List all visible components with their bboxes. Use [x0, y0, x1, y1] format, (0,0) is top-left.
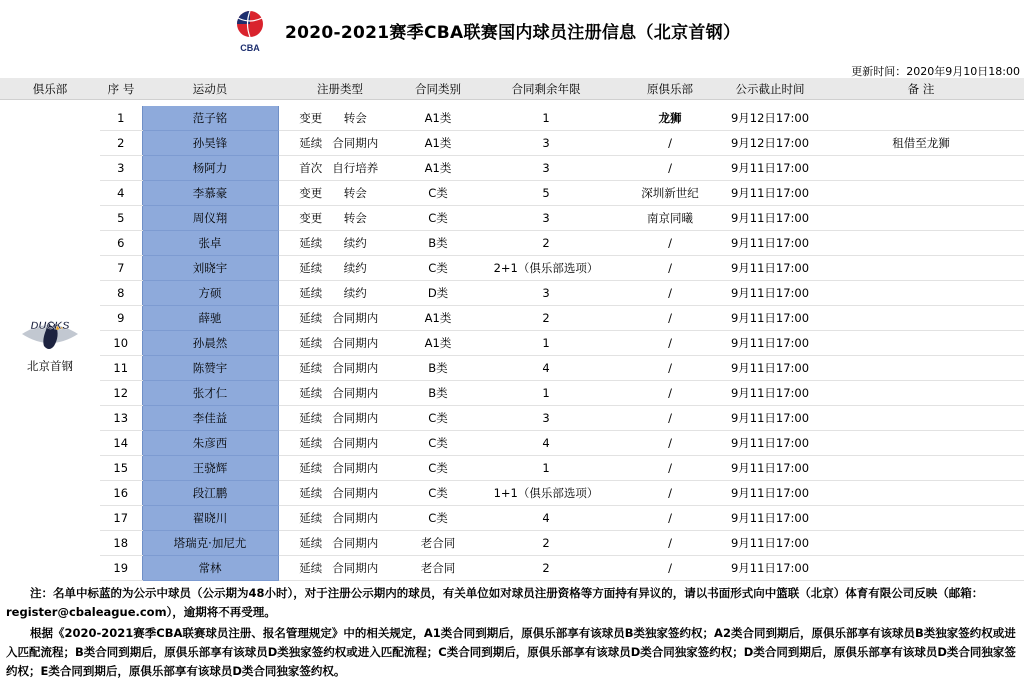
- seq-cell: 9: [100, 306, 142, 331]
- seq-cell: 16: [100, 481, 142, 506]
- reg-type-detail: 续约: [343, 286, 367, 300]
- table-row: [0, 131, 1024, 156]
- remaining-years-cell: 1: [474, 331, 618, 356]
- remarks-cell: [818, 156, 1024, 181]
- player-name-cell: 方硕: [142, 281, 278, 306]
- player-name-cell: 李慕豪: [142, 181, 278, 206]
- seq-cell: 7: [100, 256, 142, 281]
- table-row: [0, 256, 1024, 281]
- update-time: 更新时间：2020年9月10日18:00: [851, 65, 1020, 78]
- former-club-cell: /: [618, 306, 722, 331]
- former-club-cell: /: [618, 331, 722, 356]
- table-row: [0, 206, 1024, 231]
- header-club: 俱乐部: [0, 78, 100, 100]
- reg-type-main: 延续: [299, 361, 323, 375]
- deadline-cell: 9月11日17:00: [722, 306, 818, 331]
- seq-cell: 15: [100, 456, 142, 481]
- remarks-cell: [818, 231, 1024, 256]
- table-row: [0, 456, 1024, 481]
- deadline-cell: 9月11日17:00: [722, 456, 818, 481]
- player-name-cell: 段江鹏: [142, 481, 278, 506]
- reg-type-cell: [278, 231, 402, 256]
- reg-type-detail: 合同期内: [332, 136, 379, 150]
- seq-cell: 4: [100, 181, 142, 206]
- header-deadline: 公示截止时间: [722, 78, 818, 100]
- seq-cell: 13: [100, 406, 142, 431]
- deadline-cell: 9月12日17:00: [722, 106, 818, 131]
- reg-type-cell: [278, 181, 402, 206]
- remarks-cell: [818, 331, 1024, 356]
- reg-type-main: 延续: [299, 511, 323, 525]
- former-club-cell: /: [618, 406, 722, 431]
- deadline-cell: 9月11日17:00: [722, 331, 818, 356]
- contract-category-cell: A1类: [402, 156, 474, 181]
- reg-type-main: 延续: [299, 386, 323, 400]
- reg-type-cell: [278, 456, 402, 481]
- table-row: [0, 506, 1024, 531]
- former-club-cell: 南京同曦: [618, 206, 722, 231]
- remarks-cell: [818, 306, 1024, 331]
- deadline-cell: 9月11日17:00: [722, 406, 818, 431]
- remaining-years-cell: 4: [474, 356, 618, 381]
- player-name-cell: 张才仁: [142, 381, 278, 406]
- contract-category-cell: D类: [402, 281, 474, 306]
- table-row: [0, 306, 1024, 331]
- contract-category-cell: C类: [402, 431, 474, 456]
- remaining-years-cell: 1: [474, 106, 618, 131]
- remaining-years-cell: 3: [474, 281, 618, 306]
- remaining-years-cell: 2: [474, 231, 618, 256]
- reg-type-cell: [278, 556, 402, 581]
- former-club-cell: /: [618, 506, 722, 531]
- remarks-cell: [818, 256, 1024, 281]
- player-name-cell: 翟晓川: [142, 506, 278, 531]
- contract-category-cell: A1类: [402, 331, 474, 356]
- page-title: 2020-2021赛季CBA联赛国内球员注册信息（北京首钢）: [285, 23, 741, 43]
- seq-cell: 10: [100, 331, 142, 356]
- reg-type-cell: [278, 281, 402, 306]
- reg-type-cell: [278, 131, 402, 156]
- contract-category-cell: B类: [402, 356, 474, 381]
- remaining-years-cell: 5: [474, 181, 618, 206]
- contract-category-cell: C类: [402, 181, 474, 206]
- reg-type-main: 变更: [299, 111, 323, 125]
- reg-type-cell: [278, 381, 402, 406]
- cba-logo-icon: [230, 8, 270, 54]
- registration-table: [0, 78, 1024, 581]
- deadline-cell: 9月11日17:00: [722, 281, 818, 306]
- reg-type-detail: 合同期内: [332, 361, 379, 375]
- table-row: [0, 281, 1024, 306]
- contract-category-cell: C类: [402, 256, 474, 281]
- contract-category-cell: B类: [402, 381, 474, 406]
- reg-type-main: 延续: [299, 261, 323, 275]
- remarks-cell: [818, 181, 1024, 206]
- seq-cell: 19: [100, 556, 142, 581]
- reg-type-cell: [278, 431, 402, 456]
- header-former-club: 原俱乐部: [618, 78, 722, 100]
- reg-type-cell: [278, 531, 402, 556]
- player-name-cell: 薛驰: [142, 306, 278, 331]
- contract-category-cell: 老合同: [402, 556, 474, 581]
- contract-category-cell: C类: [402, 506, 474, 531]
- former-club-cell: /: [618, 481, 722, 506]
- reg-type-cell: [278, 331, 402, 356]
- remarks-cell: 租借至龙狮: [818, 131, 1024, 156]
- player-name-cell: 杨阿力: [142, 156, 278, 181]
- former-club-cell: /: [618, 231, 722, 256]
- club-cell: [0, 106, 100, 581]
- header-reg-type: 注册类型: [278, 78, 402, 100]
- remaining-years-cell: 3: [474, 406, 618, 431]
- reg-type-cell: [278, 156, 402, 181]
- player-name-cell: 周仪翔: [142, 206, 278, 231]
- deadline-cell: 9月11日17:00: [722, 481, 818, 506]
- contract-category-cell: C类: [402, 406, 474, 431]
- remaining-years-cell: 1: [474, 381, 618, 406]
- former-club-cell: /: [618, 531, 722, 556]
- remaining-years-cell: 3: [474, 206, 618, 231]
- reg-type-main: 延续: [299, 236, 323, 250]
- remaining-years-cell: 1: [474, 456, 618, 481]
- deadline-cell: 9月11日17:00: [722, 431, 818, 456]
- player-name-cell: 张卓: [142, 231, 278, 256]
- remaining-years-cell: 3: [474, 131, 618, 156]
- deadline-cell: 9月11日17:00: [722, 231, 818, 256]
- deadline-cell: 9月11日17:00: [722, 206, 818, 231]
- player-name-cell: 王骁辉: [142, 456, 278, 481]
- former-club-cell: 深圳新世纪: [618, 181, 722, 206]
- seq-cell: 11: [100, 356, 142, 381]
- seq-cell: 3: [100, 156, 142, 181]
- reg-type-detail: 合同期内: [332, 386, 379, 400]
- remarks-cell: [818, 106, 1024, 131]
- deadline-cell: 9月12日17:00: [722, 131, 818, 156]
- reg-type-main: 延续: [299, 311, 323, 325]
- former-club-cell: /: [618, 556, 722, 581]
- deadline-cell: 9月11日17:00: [722, 506, 818, 531]
- seq-cell: 14: [100, 431, 142, 456]
- remaining-years-cell: 3: [474, 156, 618, 181]
- reg-type-detail: 合同期内: [332, 461, 379, 475]
- seq-cell: 12: [100, 381, 142, 406]
- former-club-cell: /: [618, 431, 722, 456]
- table-row: [0, 156, 1024, 181]
- table-row: [0, 231, 1024, 256]
- former-club-cell: /: [618, 356, 722, 381]
- contract-category-cell: A1类: [402, 306, 474, 331]
- seq-cell: 8: [100, 281, 142, 306]
- header-contract-category: 合同类别: [402, 78, 474, 100]
- table-header-row: [0, 78, 1024, 100]
- remarks-cell: [818, 381, 1024, 406]
- table-row: [0, 556, 1024, 581]
- deadline-cell: 9月11日17:00: [722, 156, 818, 181]
- former-club-cell: /: [618, 381, 722, 406]
- reg-type-cell: [278, 106, 402, 131]
- player-name-cell: 李佳益: [142, 406, 278, 431]
- reg-type-detail: 合同期内: [332, 486, 379, 500]
- seq-cell: 17: [100, 506, 142, 531]
- table-row: [0, 531, 1024, 556]
- remarks-cell: [818, 506, 1024, 531]
- player-name-cell: 陈赞宇: [142, 356, 278, 381]
- reg-type-detail: 合同期内: [332, 311, 379, 325]
- contract-category-cell: A1类: [402, 131, 474, 156]
- remaining-years-cell: 2: [474, 306, 618, 331]
- player-name-cell: 孙昊锋: [142, 131, 278, 156]
- page-header: [0, 0, 1024, 62]
- player-name-cell: 塔瑞克·加尼尤: [142, 531, 278, 556]
- player-name-cell: 孙晨然: [142, 331, 278, 356]
- reg-type-cell: [278, 481, 402, 506]
- former-club-cell: 龙狮: [618, 106, 722, 131]
- reg-type-main: 延续: [299, 411, 323, 425]
- reg-type-cell: [278, 506, 402, 531]
- remarks-cell: [818, 431, 1024, 456]
- seq-cell: 18: [100, 531, 142, 556]
- contract-category-cell: C类: [402, 206, 474, 231]
- remaining-years-cell: 4: [474, 506, 618, 531]
- player-name-cell: 朱彦西: [142, 431, 278, 456]
- reg-type-main: 延续: [299, 286, 323, 300]
- remarks-cell: [818, 281, 1024, 306]
- reg-type-cell: [278, 306, 402, 331]
- remaining-years-cell: 2: [474, 531, 618, 556]
- remarks-cell: [818, 481, 1024, 506]
- header-player: 运动员: [142, 78, 278, 100]
- reg-type-detail: 自行培养: [332, 161, 379, 175]
- former-club-cell: /: [618, 256, 722, 281]
- remarks-cell: [818, 556, 1024, 581]
- table-row: [0, 181, 1024, 206]
- remaining-years-cell: 2: [474, 556, 618, 581]
- remarks-cell: [818, 406, 1024, 431]
- seq-cell: 1: [100, 106, 142, 131]
- reg-type-cell: [278, 356, 402, 381]
- note-publicity: 注：名单中标蓝的为公示中球员（公示期为48小时），对于注册公示期内的球员，有关单位如对球员注册资格等方面持有异议的，请以书面形式向中篮联（北京）体育有限公司反映（邮箱：register@cbaleague.com），逾期将不再受理。: [6, 586, 984, 619]
- reg-type-detail: 合同期内: [332, 411, 379, 425]
- contract-category-cell: A1类: [402, 106, 474, 131]
- reg-type-main: 延续: [299, 461, 323, 475]
- table-row: [0, 431, 1024, 456]
- reg-type-detail: 转会: [343, 211, 367, 225]
- reg-type-detail: 合同期内: [332, 336, 379, 350]
- deadline-cell: 9月11日17:00: [722, 356, 818, 381]
- reg-type-cell: [278, 206, 402, 231]
- reg-type-detail: 转会: [343, 111, 367, 125]
- remarks-cell: [818, 206, 1024, 231]
- table-row: [0, 381, 1024, 406]
- reg-type-main: 变更: [299, 211, 323, 225]
- reg-type-main: 延续: [299, 536, 323, 550]
- reg-type-detail: 合同期内: [332, 536, 379, 550]
- contract-category-cell: B类: [402, 231, 474, 256]
- remarks-cell: [818, 356, 1024, 381]
- club-logo-text: DUCKS: [30, 320, 70, 333]
- deadline-cell: 9月11日17:00: [722, 256, 818, 281]
- remaining-years-cell: 4: [474, 431, 618, 456]
- table-row: [0, 106, 1024, 131]
- player-name-cell: 常林: [142, 556, 278, 581]
- remaining-years-cell: 1+1（俱乐部选项）: [474, 481, 618, 506]
- reg-type-detail: 合同期内: [332, 561, 379, 575]
- former-club-cell: /: [618, 156, 722, 181]
- reg-type-main: 延续: [299, 436, 323, 450]
- deadline-cell: 9月11日17:00: [722, 381, 818, 406]
- player-name-cell: 范子铭: [142, 106, 278, 131]
- contract-category-cell: 老合同: [402, 531, 474, 556]
- reg-type-main: 延续: [299, 561, 323, 575]
- reg-type-detail: 合同期内: [332, 511, 379, 525]
- reg-type-main: 首次: [299, 161, 323, 175]
- reg-type-detail: 续约: [343, 261, 367, 275]
- reg-type-detail: 续约: [343, 236, 367, 250]
- header-remaining-years: 合同剩余年限: [474, 78, 618, 100]
- table-row: [0, 331, 1024, 356]
- remarks-cell: [818, 456, 1024, 481]
- club-name: 北京首钢: [27, 359, 73, 374]
- former-club-cell: /: [618, 281, 722, 306]
- note-regulations: 根据《2020-2021赛季CBA联赛球员注册、报名管理规定》中的相关规定，A1类合同到期后，原俱乐部享有该球员B类独家签约权；A2类合同到期后，原俱乐部享有该球员B类独家签约权或进入匹配流程；B类合同到期后，原俱乐部享有该球员D类独家签约权或进入匹配流程；C类合同到期后，原俱乐部享有该球员D类合同独家签约权；D类合同到期后，原俱乐部享有该球员D类合同独家签约权；E类合同到期后，原俱乐部享有该球员D类合同独家签约权。: [6, 626, 1016, 678]
- reg-type-detail: 转会: [343, 186, 367, 200]
- header-remarks: 备 注: [818, 78, 1024, 100]
- contract-category-cell: C类: [402, 456, 474, 481]
- deadline-cell: 9月11日17:00: [722, 531, 818, 556]
- reg-type-cell: [278, 406, 402, 431]
- seq-cell: 5: [100, 206, 142, 231]
- ducks-logo-icon: [16, 312, 84, 356]
- reg-type-main: 变更: [299, 186, 323, 200]
- reg-type-main: 延续: [299, 136, 323, 150]
- cba-logo-text: CBA: [240, 43, 260, 53]
- remarks-cell: [818, 531, 1024, 556]
- seq-cell: 6: [100, 231, 142, 256]
- table-row: [0, 406, 1024, 431]
- reg-type-cell: [278, 256, 402, 281]
- header-seq: 序 号: [100, 78, 142, 100]
- deadline-cell: 9月11日17:00: [722, 181, 818, 206]
- former-club-cell: /: [618, 456, 722, 481]
- former-club-cell: /: [618, 131, 722, 156]
- contract-category-cell: C类: [402, 481, 474, 506]
- remaining-years-cell: 2+1（俱乐部选项）: [474, 256, 618, 281]
- notes-section: [6, 584, 1020, 681]
- reg-type-main: 延续: [299, 486, 323, 500]
- deadline-cell: 9月11日17:00: [722, 556, 818, 581]
- player-name-cell: 刘晓宇: [142, 256, 278, 281]
- table-row: [0, 481, 1024, 506]
- reg-type-main: 延续: [299, 336, 323, 350]
- reg-type-detail: 合同期内: [332, 436, 379, 450]
- table-row: [0, 356, 1024, 381]
- seq-cell: 2: [100, 131, 142, 156]
